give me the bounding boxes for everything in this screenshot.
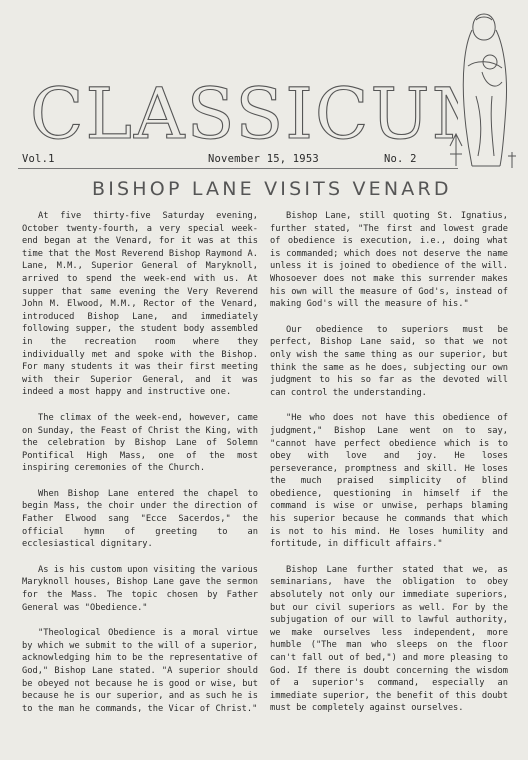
masthead-lettering xyxy=(28,78,458,150)
article-paragraph: At five thirty-five Saturday evening, October twenty-fourth, a very special week-end began at the Venard, for it was at this time that the Most Reverend Bishop Raymond A. Lane, M.M., Superior General of Maryknoll, arrived to spend the week-end with us. At supper that same evening the Very Reverend John M. Elwood, M.M., Rector of the Venard, introduced Bishop Lane, and immediately following supper, the student body assembled in the recreation room where they individually met and spoke with the Bishop. For many students it was their first meeting with their Superior General, and it was indeed a most happy and instructive one. xyxy=(22,211,258,398)
article-paragraph: When Bishop Lane entered the chapel to begin Mass, the choir under the direction of Father Elwood sang "Ecce Sacerdos," the official hymn of greeting to an ecclesiastical dignitary. xyxy=(22,488,258,550)
article-paragraph: Our obedience to superiors must be perfect, Bishop Lane said, so that we not only wish the same thing as our superior, but think the same as he does, subjecting our own judgment to his so far as the devoted will can control the understanding. xyxy=(270,324,508,398)
madonna-icon xyxy=(446,6,522,174)
article-column-left xyxy=(22,210,258,728)
masthead-divider xyxy=(18,168,458,169)
madonna-and-child-illustration xyxy=(446,6,522,174)
article-column-right xyxy=(270,210,508,728)
article-paragraph: "Theological Obedience is a moral virtue by which we submit to the will of a superior, acknowledging him to be the representative of God," Bishop Lane stated. "A superior should be obeyed not because he is good or wise, but because he is our superior, and as such he is to the man he commands, the Vicar of Christ." xyxy=(22,628,258,714)
article-paragraph: Bishop Lane further stated that we, as seminarians, have the obligation to obey absolutely not only our immediate superiors, but our civil superiors as well. For by the subjugation of our will to lawful authority, we make ourselves less independent, more humble ("The man who sleeps on the floor can't fall out of bed,") and more pleasing to God. If there is doubt concerning the wisdom of a superior's command, especially an immediate superior, the benefit of this doubt must be completely against ourselves. xyxy=(270,564,508,714)
masthead-title xyxy=(28,78,458,150)
article-paragraph: "He who does not have this obedience of judgment," Bishop Lane went on to say, "cannot have perfect obedience which is to obey with love and joy. He loses perseverance, promptness and skill. He loses the much praised simplicity of blind obedience, questioning in himself if the command is wise or unwise, perhaps blaming his superior because he commands that which is not to his mind. He loses humility and fortitude, in difficult affairs." xyxy=(270,413,508,550)
article-headline: BISHOP LANE VISITS VENARD xyxy=(92,178,452,200)
issue-date: November 15, 1953 xyxy=(208,153,319,165)
article-paragraph: Bishop Lane, still quoting St. Ignatius, further stated, "The first and lowest grade of obedience is execution, i.e., doing what is commanded; which does not deserve the name unless it is joined to obedience of the will. Whosoever does not make this surrender makes his own will the measure of God's, instead of making God's will the measure of his." xyxy=(270,211,508,310)
volume-label: Vol.1 xyxy=(22,153,55,165)
article-paragraph: The climax of the week-end, however, came on Sunday, the Feast of Christ the King, with the celebration by Bishop Lane of Solemn Pontifical High Mass, one of the most inspiring ceremonies of the Church. xyxy=(22,412,258,474)
issue-number: No. 2 xyxy=(384,153,417,165)
masthead-title-text: CLASSICUM xyxy=(30,78,458,150)
article-paragraph: As is his custom upon visiting the various Maryknoll houses, Bishop Lane gave the sermon for the Mass. The topic chosen by Father General was "Obedience." xyxy=(22,564,258,613)
